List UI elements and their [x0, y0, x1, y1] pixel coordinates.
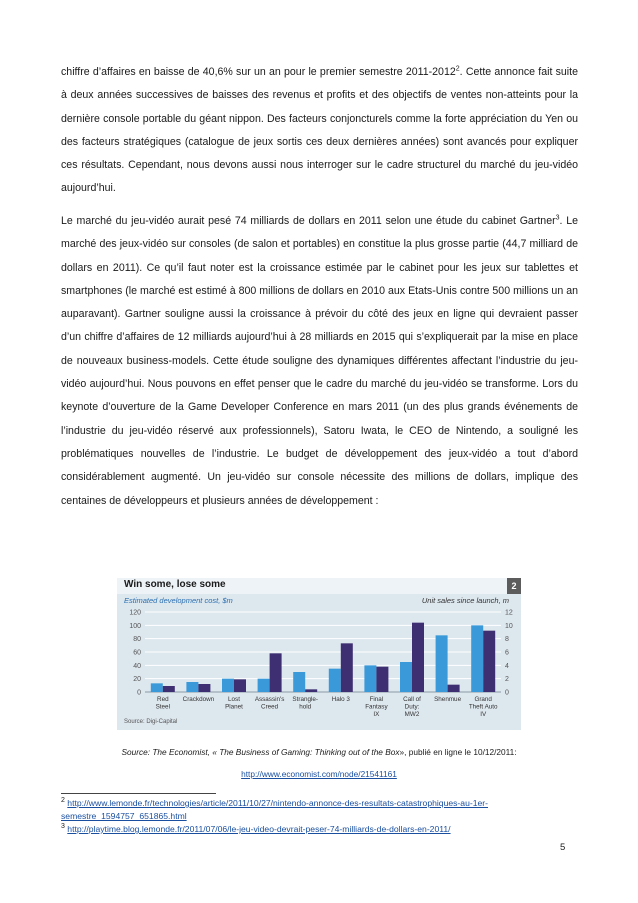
- right-tick-label: 12: [505, 609, 513, 617]
- caption-date-text: », publié en ligne le 10/12/2011:: [399, 747, 517, 757]
- footnote-2-number: 2: [61, 797, 65, 805]
- dev-cost-bar: [222, 679, 234, 692]
- category-label: hold: [299, 703, 312, 711]
- footnote-3-link[interactable]: http://playtime.blog.lemonde.fr/2011/07/06/le-jeu-video-devrait-peser-74-milliards-de-dollars-en-2011/: [67, 824, 451, 834]
- dev-cost-bar: [400, 662, 412, 692]
- category-label: MW2: [404, 711, 420, 718]
- unit-sales-bar: [376, 667, 388, 692]
- dev-cost-bar: [436, 635, 448, 692]
- footnote-2-link[interactable]: http://www.lemonde.fr/technologies/article/2011/10/27/nintendo-annonce-des-resultats-catastrophiques-au-1er-: [67, 798, 488, 808]
- dev-cost-bar: [471, 625, 483, 692]
- dev-cost-bar: [186, 682, 198, 692]
- category-label: Duty:: [404, 703, 420, 711]
- category-label: Shenmue: [434, 696, 462, 703]
- right-tick-label: 2: [505, 676, 509, 684]
- unit-sales-bar: [448, 685, 460, 692]
- dev-cost-bar: [151, 683, 163, 692]
- footnote-3-number: 3: [61, 823, 65, 831]
- left-tick-label: 0: [137, 689, 141, 697]
- category-label: Grand: [474, 696, 492, 703]
- category-label: Creed: [261, 703, 279, 711]
- paragraph-2-text-end: . Le marché des jeux-vidéo sur consoles (de salon et portables) en constitue la plus grosse partie (44,7 milliard de dollars en 2011). Ce qu’il faut noter est la croissance estimée par le cabinet pour les jeux sur tablettes et smartphones (le marché est estimé à 800 millions de dollars en 2010 aux Etats-Unis contre 500 millions un an auparavant). Gartner souligne aussi la croissance à prévoir du côté des jeux en ligne qui devraient passer d’un chiffre d’affaires de 12 milliards aujourd’hui à 28 milliards en 2015 qui s’expliquerait par la mise en place de nouveaux business-models. Cette étude souligne des dynamiques différentes affectant l’industrie du jeu-vidéo aujourd’hui. Nous pouvons en effet penser que le cadre du marché du jeu-vidéo se transforme. Lors du keynote d’ouverture de la Game Developer Conference en mars 2011 (un des plus grands événements de l’industrie du jeu-vidéo réservé aux professionnels), Satoru Iwata, le CEO de Nintendo, a souligné les problématiques nouvelles de l’industrie. Le budget de développement des jeux-vidéo a tout d’abord considérablement augmenté. Un jeu-vidéo sur console nécessite des millions de dollars, implique des centaines de développeurs et plusieurs années de développement :: [61, 215, 578, 507]
- right-tick-label: 4: [505, 662, 509, 670]
- left-tick-label: 80: [133, 636, 141, 644]
- category-label: IX: [373, 711, 380, 718]
- dev-cost-bar: [293, 672, 305, 692]
- figure-caption: [0, 747, 638, 757]
- unit-sales-bar: [198, 684, 210, 692]
- right-tick-label: 6: [505, 649, 509, 657]
- caption-url-link[interactable]: http://www.economist.com/node/21541161: [241, 769, 397, 779]
- unit-sales-bar: [234, 679, 246, 692]
- unit-sales-bar: [270, 653, 282, 692]
- left-tick-label: 120: [129, 609, 141, 617]
- paragraph-2: [61, 210, 578, 513]
- right-tick-label: 0: [505, 689, 509, 697]
- category-label: IV: [480, 711, 487, 718]
- footnote-3: [61, 823, 586, 836]
- dev-cost-bar: [329, 669, 341, 692]
- caption-link-line: [0, 769, 638, 779]
- chart-plot: [117, 578, 521, 730]
- footnote-separator: [61, 793, 216, 794]
- footnote-2: [61, 797, 586, 823]
- category-label: Planet: [225, 703, 243, 711]
- footnote-ref-2[interactable]: 2: [455, 65, 460, 73]
- unit-sales-bar: [305, 689, 317, 692]
- footnote-2-link-continued[interactable]: semestre_1594757_651865.html: [61, 811, 187, 821]
- paragraph-2-text-start: Le marché du jeu-vidéo aurait pesé 74 milliards de dollars en 2011 selon une étude du cabinet Gartner: [61, 215, 556, 227]
- left-tick-label: 60: [133, 649, 141, 657]
- category-label: Final: [369, 696, 384, 703]
- left-tick-label: 40: [133, 662, 141, 670]
- category-label: Fantasy: [365, 703, 388, 711]
- unit-sales-bar: [412, 623, 424, 692]
- category-label: Assassin's: [254, 696, 285, 703]
- left-tick-label: 100: [129, 622, 141, 630]
- right-tick-label: 10: [505, 622, 513, 630]
- category-label: Strangle-: [292, 696, 318, 703]
- category-label: Halo 3: [331, 696, 350, 703]
- category-label: Red: [157, 696, 169, 703]
- paragraph-1-text-end: . Cette annonce fait suite à deux années successives de baisses des revenus et profits et des objectifs de ventes non-atteints pour la dernière console portable du géant nippon. Des facteurs conjoncturels comme la forte appréciation du Yen ou des facteurs stratégiques (catalogue de jeux sortis ces deux dernières années) sont avancés pour expliquer ces résultats. Cependant, nous devons aussi nous interroger sur le cadre structurel du marché du jeu-vidéo aujourd’hui.: [61, 66, 578, 195]
- paragraph-1: [61, 61, 578, 201]
- left-axis-label: Estimated development cost, $m: [124, 596, 233, 605]
- paragraph-1-text-start: chiffre d’affaires en baisse de 40,6% sur un an pour le premier semestre 2011-2012: [61, 66, 456, 78]
- unit-sales-bar: [483, 631, 495, 692]
- caption-source-text: Source: The Economist, « The Business of Gaming: Thinking out of the Box: [121, 747, 400, 757]
- category-label: Steel: [155, 703, 170, 711]
- development-cost-chart: [117, 578, 521, 730]
- chart-number-badge: 2: [507, 578, 521, 594]
- unit-sales-bar: [341, 643, 353, 692]
- right-axis-label: Unit sales since launch, m: [421, 596, 509, 605]
- page-number: 5: [560, 842, 566, 853]
- category-label: Lost: [228, 696, 240, 703]
- left-tick-label: 20: [133, 676, 141, 684]
- category-label: Crackdown: [182, 696, 215, 703]
- footnote-ref-3[interactable]: 3: [555, 214, 560, 222]
- dev-cost-bar: [258, 679, 270, 692]
- dev-cost-bar: [364, 665, 376, 692]
- unit-sales-bar: [163, 686, 175, 692]
- category-label: Call of: [403, 696, 421, 703]
- chart-title: Win some, lose some: [124, 579, 226, 590]
- category-label: Theft Auto: [468, 703, 498, 711]
- chart-source: Source: Digi-Capital: [124, 719, 178, 725]
- right-tick-label: 8: [505, 636, 509, 644]
